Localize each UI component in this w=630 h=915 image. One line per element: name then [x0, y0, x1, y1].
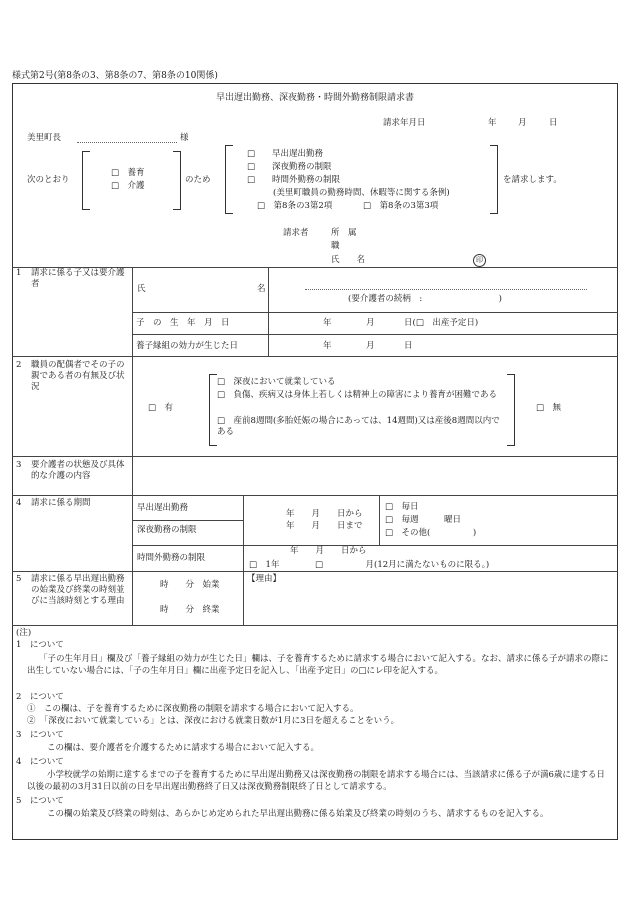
care-bracket-right [173, 151, 181, 210]
addressee-org: 美里町長 [27, 133, 62, 143]
note3-heading: 3 について [16, 730, 64, 740]
name-input-line[interactable] [305, 289, 587, 290]
request-date-day[interactable]: 日 [549, 118, 558, 128]
divider [12, 625, 618, 626]
note3-body: この欄は、要介護者を介護するために請求する場合において記入する。 [47, 743, 320, 753]
reason-label: 【理由】 [247, 574, 282, 584]
divider [243, 545, 244, 571]
divider [132, 545, 618, 546]
divider [243, 495, 244, 545]
condition-maternity[interactable]: □ 産前8週間(多胎妊娠の場合にあっては、14週間)又は産後8週間以内である [217, 416, 500, 437]
care-details-field[interactable] [134, 458, 616, 494]
requester-name-label: 氏 名 [331, 255, 366, 265]
section3-number: 3 [16, 460, 22, 470]
note5-heading: 5 について [16, 796, 64, 806]
adoption-date-label: 養子縁組の効力が生じた日 [136, 341, 239, 351]
condition-illness[interactable]: □ 負傷、疾病又は身体上若しくは精神上の障害により養育が困難である [217, 390, 498, 400]
period-from[interactable]: 年 月 日から [286, 509, 363, 519]
period-to[interactable]: 年 月 日まで [286, 521, 363, 531]
request-suffix: を請求します。 [503, 175, 562, 185]
adoption-year[interactable]: 年 [323, 341, 332, 351]
article-option-3[interactable]: □ 第8条の3第3項 [363, 201, 439, 211]
section5-label: 請求に係る早出遅出勤務の始業及び終業の時刻並びに当該時刻とする理由 [31, 574, 125, 606]
name-label-left: 氏 [137, 284, 146, 294]
condition-bracket-left [209, 374, 217, 446]
overtime-from[interactable]: 年 月 日から [290, 546, 367, 556]
section4-number: 4 [16, 498, 22, 508]
divider [243, 571, 244, 625]
start-time[interactable]: 時 分 始業 [160, 580, 220, 590]
divider [12, 356, 618, 357]
request-bracket-right [490, 145, 498, 214]
for-text: のため [185, 175, 211, 185]
note5-body: この欄の始業及び終業の時刻は、あらかじめ定められた早出遅出勤務に係る始業及び終業の時刻のうち、請求するものを記入する。 [47, 809, 549, 819]
reason-intro: 次のとおり [27, 175, 70, 185]
birth-month[interactable]: 月 [366, 318, 375, 328]
note2-item1: ① この欄は、子を養育するために深夜勤務の制限を請求する場合において記入する。 [27, 704, 359, 714]
care-bracket-left [82, 151, 90, 210]
note4-body: 小学校就学の始期に達するまでの子を養育するために早出遅出勤務又は深夜勤務の制限を請求する場合には、当該請求に係る子が満6歳に達する日以後の最初の3月31日以前の日を早出遅出勤務終了日又は深夜勤務制限終了日として請求する。 [27, 770, 605, 792]
requester-position-label: 職 [331, 241, 340, 251]
section2-label: 職員の配偶者でその子の親である者の有無及び状況 [31, 360, 125, 392]
note1-body: 「子の生年月日」欄及び「養子縁組の効力が生じた日」欄は、子を養育するために請求する場合において記入する。なお、請求に係る子が請求の際に出生していない場合には、「子の生年月日」欄に出産予定日を記入し、「出産予定日」の□にレ印を記入する。 [27, 654, 609, 676]
freq-weekly[interactable]: □ 毎週 曜日 [385, 515, 462, 525]
article-option-2[interactable]: □ 第8条の3第2項 [257, 201, 333, 211]
request-date-month[interactable]: 月 [518, 118, 527, 128]
condition-bracket-right [507, 374, 515, 446]
requester-dept-label: 所 属 [331, 228, 357, 238]
early-late-work-label: 早出遅出勤務 [137, 503, 189, 513]
divider [12, 456, 618, 457]
name-label-right: 名 [257, 284, 266, 294]
request-date-year[interactable]: 年 [488, 118, 497, 128]
divider [12, 571, 618, 572]
ordinance-note: (美里町職員の勤務時間、休暇等に関する条例) [273, 188, 450, 198]
care-option-rearing[interactable]: □ 養育 [111, 168, 145, 178]
request-date-label: 請求年月日 [383, 118, 426, 128]
spouse-yes-checkbox[interactable]: □ 有 [148, 403, 174, 413]
addressee-line[interactable] [77, 142, 177, 143]
end-time[interactable]: 時 分 終業 [160, 605, 220, 615]
notes-header: (注) [16, 628, 32, 638]
relation-field[interactable]: (要介護者の続柄 : ) [348, 294, 502, 304]
birth-day-due-date[interactable]: 日(□ 出産予定日) [404, 318, 479, 328]
section4-label: 請求に係る期間 [31, 498, 91, 508]
birth-year[interactable]: 年 [323, 318, 332, 328]
section1-number: 1 [16, 268, 22, 278]
divider [132, 334, 618, 335]
request-type-early-late[interactable]: □ 早出遅出勤務 [247, 149, 324, 159]
requester-label: 請求者 [283, 228, 309, 238]
divider [12, 495, 618, 496]
section3-label: 要介護者の状態及び具体的な介護の内容 [31, 460, 125, 481]
request-type-overtime-limit[interactable]: □ 時間外勤務の制限 [247, 175, 341, 185]
request-type-night-limit[interactable]: □ 深夜勤務の制限 [247, 162, 332, 172]
form-number-label: 様式第2号(第8条の3、第8条の7、第8条の10関係) [12, 71, 218, 81]
form-title: 早出遅出勤務、深夜勤務・時間外勤務制限請求書 [215, 93, 414, 103]
birth-date-label: 子 の 生 年 月 日 [136, 318, 230, 328]
note2-heading: 2 について [16, 692, 64, 702]
divider [132, 520, 243, 521]
overtime-months[interactable]: □ 月(12月に満たないものに限る。) [315, 560, 490, 570]
seal-mark: 印 [473, 254, 486, 267]
condition-night-work[interactable]: □ 深夜において就業している [217, 377, 336, 387]
divider [379, 495, 380, 545]
overtime-limit-label: 時間外勤務の制限 [137, 553, 206, 563]
note1-heading: 1 について [16, 640, 64, 650]
freq-daily[interactable]: □ 毎日 [385, 502, 419, 512]
note4-heading: 4 について [16, 757, 64, 767]
care-option-nursing[interactable]: □ 介護 [111, 181, 145, 191]
request-bracket-left [225, 145, 233, 214]
adoption-day[interactable]: 日 [404, 341, 413, 351]
note2-item2: ② 「深夜において就業している」とは、深夜における就業日数が1月に3日を超えることをいう。 [27, 716, 400, 726]
divider [132, 312, 618, 313]
addressee-honorific: 様 [180, 133, 189, 143]
overtime-one-year[interactable]: □ 1年 [249, 560, 280, 570]
spouse-no-checkbox[interactable]: □ 無 [536, 403, 562, 413]
section2-number: 2 [16, 360, 22, 370]
adoption-month[interactable]: 月 [366, 341, 375, 351]
section1-label: 請求に係る子又は要介護者 [31, 268, 125, 289]
freq-other[interactable]: □ その他( ) [385, 528, 477, 538]
section5-number: 5 [16, 574, 22, 584]
night-limit-label: 深夜勤務の制限 [137, 525, 197, 535]
